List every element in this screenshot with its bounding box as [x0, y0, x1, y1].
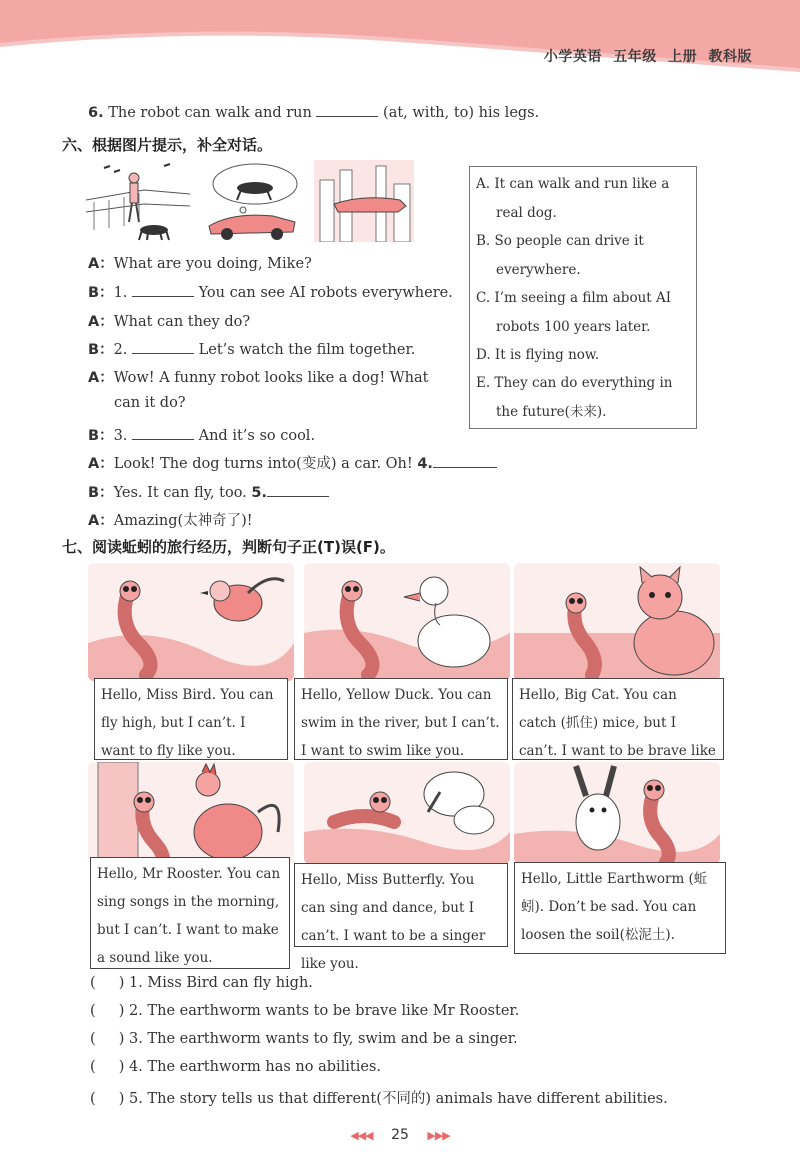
speaker-a: A：: [88, 456, 114, 472]
header-text: 小学英语 五年级 上册 教科版: [543, 49, 752, 65]
panel-duck: [304, 563, 510, 681]
answer-paren-3[interactable]: ( ): [90, 1031, 125, 1047]
option-a: [476, 170, 691, 227]
statement-text: 3. The earthworm wants to fly, swim and be a singer.: [128, 1031, 518, 1047]
bird-illustration: [88, 563, 294, 681]
dialogue-text: Wow! A funny robot looks like a dog! What: [113, 370, 429, 386]
speaker-a: A：: [88, 256, 114, 272]
statement-2: [90, 1003, 519, 1019]
q6-text-before: The robot can walk and run: [108, 105, 312, 121]
illustration-boy-robot-dog: [84, 160, 192, 242]
dialogue-text: Amazing(太神奇了)!: [113, 513, 253, 529]
speaker-b: B：: [88, 285, 114, 301]
option-c-line2: robots 100 years later.: [496, 318, 651, 335]
statement-1: [90, 975, 313, 991]
dialogue-text: What can they do?: [113, 314, 251, 330]
answer-blank-1[interactable]: [132, 284, 194, 297]
panel-bird: [88, 563, 294, 681]
dialogue-line-1: [88, 252, 312, 273]
caption-earthworm: Hello, Little Earthworm (蚯蚓). Don’t be sad. You can loosen the soil(松泥土).: [514, 862, 726, 954]
blank-number: 3.: [113, 428, 128, 444]
section6-title: 六、根据图片提示，补全对话。: [62, 136, 273, 154]
dialogue-line-8: [88, 481, 329, 502]
speaker-b: B：: [88, 342, 114, 358]
speaker-b: B：: [88, 485, 114, 501]
speaker-a: A：: [88, 370, 114, 386]
blank-number: 1.: [113, 285, 128, 301]
caption-rooster: Hello, Mr Rooster. You can sing songs in the morning, but I can’t. I want to make a sound like you.: [90, 857, 290, 969]
panel-butterfly: [304, 762, 510, 864]
duck-illustration: [304, 563, 510, 681]
cat-illustration: [514, 563, 720, 681]
page-footer: [0, 1127, 800, 1143]
option-b-line2: everywhere.: [496, 261, 581, 278]
option-d: [476, 341, 691, 370]
dialogue-text: Look! The dog turns into(变成) a car. Oh!: [113, 456, 413, 472]
option-e: [476, 369, 691, 426]
answer-paren-5[interactable]: ( ): [90, 1091, 125, 1107]
rabbit-illustration: [514, 762, 720, 864]
answer-paren-4[interactable]: ( ): [90, 1059, 125, 1075]
option-e-line1: E. They can do everything in: [476, 375, 673, 391]
statement-text: 1. Miss Bird can fly high.: [128, 975, 313, 991]
dialogue-text: You can see AI robots everywhere.: [198, 285, 453, 301]
statement-text: 4. The earthworm has no abilities.: [128, 1059, 382, 1075]
section7-title: 七、阅读蚯蚓的旅行经历，判断句子正(T)误(F)。: [62, 538, 395, 556]
statement-5: [90, 1087, 668, 1108]
caption-bird: Hello, Miss Bird. You can fly high, but I can’t. I want to fly like you.: [94, 678, 288, 760]
q6-line: [88, 104, 539, 121]
speaker-b: B：: [88, 428, 114, 444]
statement-text: 2. The earthworm wants to be brave like Mr Rooster.: [128, 1003, 520, 1019]
blank-number: 5.: [251, 485, 268, 501]
option-a-line1: A. It can walk and run like a: [476, 176, 670, 192]
option-c-line1: C. I’m seeing a film about AI: [476, 290, 672, 306]
q6-text-after: (at, with, to) his legs.: [383, 105, 540, 121]
statement-text: 5. The story tells us that different(不同的) animals have different abilities.: [128, 1091, 668, 1107]
answer-blank-3[interactable]: [132, 427, 194, 440]
illustration-flying-car-city: [314, 160, 414, 242]
butterfly-illustration: [304, 762, 510, 864]
dialogue-text: And it’s so cool.: [198, 428, 316, 444]
left-arrows-icon: ◀◀◀: [350, 1129, 373, 1142]
blank-number: 2.: [113, 342, 128, 358]
option-b: [476, 227, 691, 284]
dialogue-text: What are you doing, Mike?: [113, 256, 312, 272]
page-number: 25: [391, 1127, 409, 1143]
statement-4: [90, 1059, 381, 1075]
answer-paren-1[interactable]: ( ): [90, 975, 125, 991]
option-a-line2: real dog.: [496, 204, 557, 221]
panel-rabbit: [514, 762, 720, 864]
q6-blank[interactable]: [316, 104, 378, 117]
header-band: [0, 0, 800, 90]
caption-duck: Hello, Yellow Duck. You can swim in the river, but I can’t. I want to swim like you.: [294, 678, 508, 760]
answer-paren-2[interactable]: ( ): [90, 1003, 125, 1019]
answer-blank-5[interactable]: [267, 484, 329, 497]
option-e-line2: the future(未来).: [496, 403, 607, 420]
q6-number: 6.: [88, 105, 104, 121]
dialogue-line-7: [88, 452, 497, 473]
caption-cat: Hello, Big Cat. You can catch (抓住) mice, but I can’t. I want to be brave like: [512, 678, 724, 760]
answer-blank-2[interactable]: [132, 341, 194, 354]
dialogue-text: Yes. It can fly, too.: [113, 485, 247, 501]
speaker-a: A：: [88, 513, 114, 529]
speaker-a: A：: [88, 314, 114, 330]
dialogue-line-3: [88, 310, 250, 331]
option-d-line1: D. It is flying now.: [476, 347, 600, 363]
statement-3: [90, 1031, 518, 1047]
dialogue-line-2: [88, 281, 453, 302]
illustration-dog-car: [203, 160, 301, 242]
option-c: [476, 284, 691, 341]
blank-number: 4.: [417, 456, 433, 472]
dialogue-line-4: [88, 338, 415, 359]
panel-cat: [514, 563, 720, 681]
dialogue-line-6: [88, 424, 315, 445]
dialogue-text: Let’s watch the film together.: [198, 342, 416, 358]
right-arrows-icon: ▶▶▶: [427, 1129, 450, 1142]
option-b-line1: B. So people can drive it: [476, 233, 644, 249]
answer-blank-4[interactable]: [433, 455, 497, 468]
dialogue-line-5: [88, 366, 429, 387]
panel-rooster: [88, 762, 294, 864]
caption-butterfly: Hello, Miss Butterfly. You can sing and dance, but I can’t. I want to be a singer like you.: [294, 863, 508, 947]
rooster-illustration: [88, 762, 294, 864]
dialogue-line-9: [88, 509, 253, 530]
dialogue-line-5b: can it do?: [114, 395, 186, 411]
